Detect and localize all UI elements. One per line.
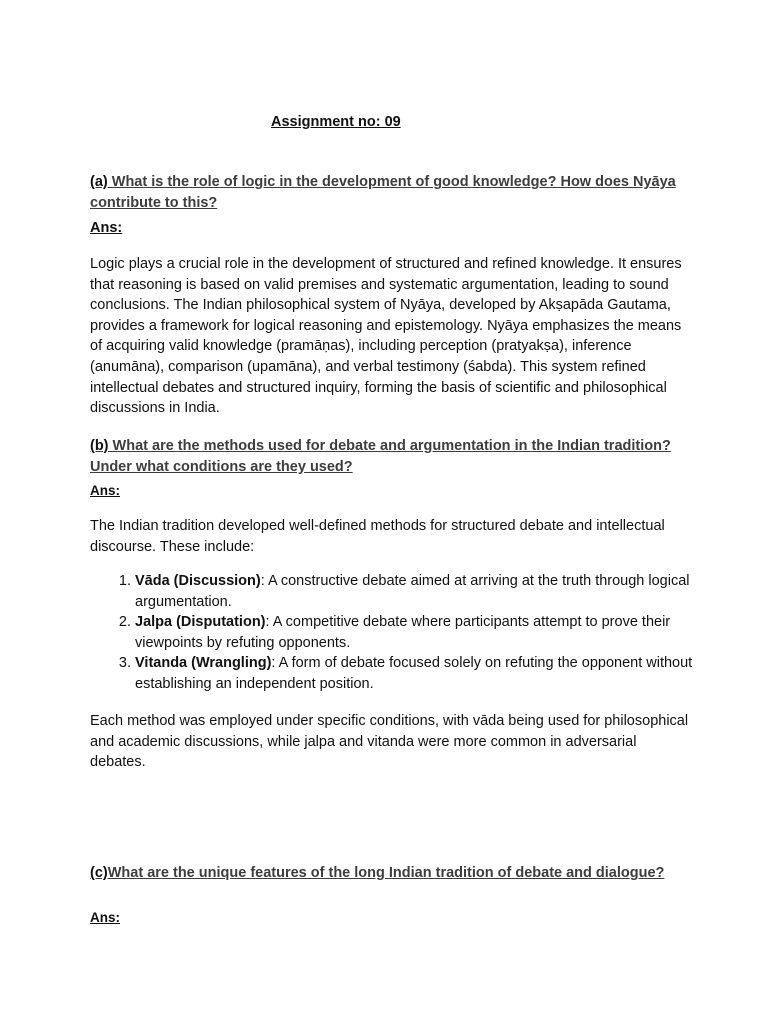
answer-a-paragraph: Logic plays a crucial role in the development of structured and refined knowledge. It ensures that reasoning is based on valid premises and systematic argumentation, leading to sound conclusions. The Indian philosophical system of Nyāya, developed by Akṣapāda Gautama, provides a framework for logical reasoning and epistemology. Nyāya emphasizes the means of acquiring valid knowledge (pramāṇas), including perception (pratyakṣa), inference (anumāna), comparison (upamāna), and verbal testimony (śabda). This system refined intellectual debates and structured inquiry, forming the basis of scientific and philosophical discussions in India. bbox=[90, 256, 682, 417]
assignment-title: Assignment no: 09 bbox=[271, 114, 401, 130]
list-item bbox=[135, 612, 735, 653]
method-term: Jalpa (Disputation) bbox=[135, 614, 266, 631]
debate-methods-list bbox=[90, 571, 735, 695]
method-term: Vitanda (Wrangling) bbox=[135, 655, 272, 672]
list-item bbox=[135, 571, 735, 612]
question-b-text: What are the methods used for debate and argumentation in the Indian tradition? Under what conditions are they used? bbox=[90, 438, 671, 475]
method-description: : A constructive debate aimed at arriving at the truth through logical argumentation. bbox=[135, 573, 690, 610]
question-c-text: What are the unique features of the long Indian tradition of debate and dialogue? bbox=[107, 865, 665, 881]
answer-b-label: Ans: bbox=[90, 483, 120, 498]
question-b bbox=[90, 436, 690, 477]
method-term: Vāda (Discussion) bbox=[135, 573, 261, 589]
question-a-text: What is the role of logic in the development of good knowledge? How does Nyāya contribute to this? bbox=[90, 174, 676, 211]
method-description: : A competitive debate where participants attempt to prove their viewpoints by refuting opponents. bbox=[135, 614, 671, 651]
answer-b-intro: The Indian tradition developed well-defined methods for structured debate and intellectual discourse. These include: bbox=[90, 518, 665, 555]
question-a-label: (a) bbox=[90, 174, 108, 190]
answer-c-label: Ans: bbox=[90, 910, 120, 925]
list-item bbox=[135, 653, 735, 694]
question-c-label: (c) bbox=[90, 865, 108, 881]
answer-b-conclusion: Each method was employed under specific conditions, with vāda being used for philosophical and academic discussions, while jalpa and vitanda were more common in adversarial debates. bbox=[90, 713, 689, 771]
question-a bbox=[90, 172, 690, 213]
method-description: : A form of debate focused solely on refuting the opponent without establishing an independent position. bbox=[135, 655, 693, 692]
question-c bbox=[90, 863, 690, 884]
answer-a-label: Ans: bbox=[90, 220, 123, 236]
question-b-label: (b) bbox=[90, 438, 109, 454]
